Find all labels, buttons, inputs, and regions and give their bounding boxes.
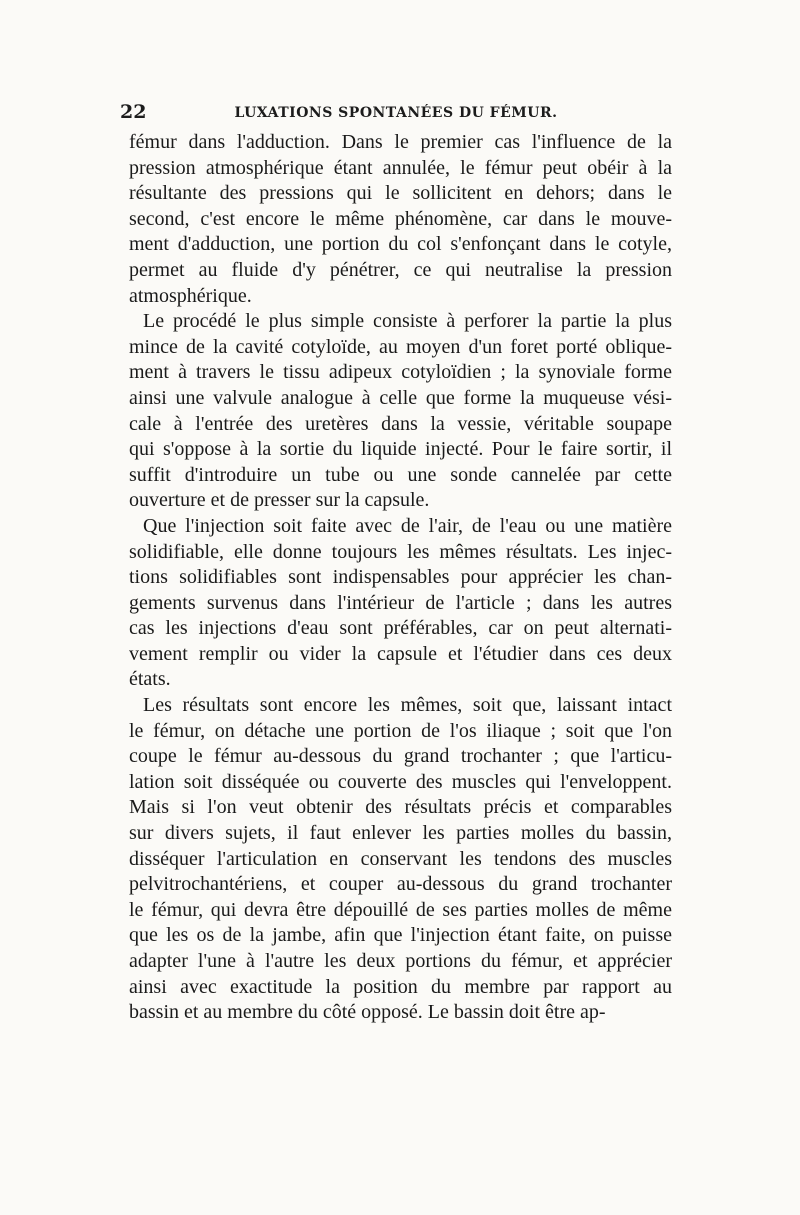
text-line: ment à travers le tissu adipeux cotyloïdien ; la synoviale forme [129,361,672,384]
text-line: coupe le fémur au-dessous du grand trochanter ; que l'articu- [129,745,672,768]
text-line: solidifiable, elle donne toujours les mêmes résultats. Les injec- [129,540,672,563]
text-line: que les os de la jambe, afin que l'injection étant faite, on puisse [129,924,672,947]
page-number: 22 [120,101,147,123]
text-line: second, c'est encore le même phénomène, car dans le mouve- [129,207,672,230]
paragraph [129,309,672,514]
text-line: ment d'adduction, une portion du col s'enfonçant dans le cotyle, [129,233,672,256]
text-line: cas les injections d'eau sont préférables, car on peut alternati- [129,617,672,640]
text-line: suffit d'introduire un tube ou une sonde cannelée par cette [129,463,672,486]
paragraph [129,130,672,309]
text-line: mince de la cavité cotyloïde, au moyen d'un foret porté oblique- [129,335,672,358]
text-line: gements survenus dans l'intérieur de l'article ; dans les autres [129,591,672,614]
text-line: vement remplir ou vider la capsule et l'étudier dans ces deux [129,642,672,665]
text-line: ouverture et de presser sur la capsule. [129,489,430,512]
text-line: cale à l'entrée des uretères dans la vessie, véritable soupape [129,412,672,435]
text-line: ainsi avec exactitude la position du membre par rapport au [129,975,672,998]
text-line: permet au fluide d'y pénétrer, ce qui neutralise la pression [129,258,672,281]
text-line: sur divers sujets, il faut enlever les parties molles du bassin, [129,822,672,845]
text-line: le fémur, on détache une portion de l'os iliaque ; soit que l'on [129,719,672,742]
text-line: résultante des pressions qui le sollicitent en dehors; dans le [129,182,672,205]
text-line: fémur dans l'adduction. Dans le premier cas l'influence de la [129,131,672,153]
page-header [120,100,672,124]
text-line: adapter l'une à l'autre les deux portions du fémur, et apprécier [129,950,672,972]
text-line: qui s'oppose à la sortie du liquide injecté. Pour le faire sortir, il [129,438,672,461]
text-line: ainsi une valvule analogue à celle que forme la muqueuse vési- [129,386,672,409]
text-line: états. [129,668,171,691]
body-text [129,130,672,1026]
text-line: Mais si l'on veut obtenir des résultats précis et comparables [129,796,672,819]
text-line: Le procédé le plus simple consiste à perforer la partie la plus [143,310,672,333]
text-line: le fémur, qui devra être dépouillé de ses parties molles de même [129,898,672,921]
paragraph [129,514,672,693]
text-line: bassin et au membre du côté opposé. Le bassin doit être ap- [129,1001,606,1024]
text-line: disséquer l'articulation en conservant les tendons des muscles [129,847,672,870]
text-line: tions solidifiables sont indispensables pour apprécier les chan- [129,566,672,589]
text-line: lation soit disséquée ou couverte des muscles qui l'enveloppent. [129,770,672,793]
text-line: pression atmosphérique étant annulée, le fémur peut obéir à la [129,156,672,179]
text-line: Que l'injection soit faite avec de l'air, de l'eau ou une matière [143,514,672,537]
text-line: pelvitrochantériens, et couper au-dessous du grand trochanter [129,873,672,896]
text-line: Les résultats sont encore les mêmes, soit que, laissant intact [143,694,672,717]
paragraph [129,693,672,1026]
running-title: LUXATIONS SPONTANÉES DU FÉMUR. [234,105,558,121]
text-line: atmosphérique. [129,284,252,307]
